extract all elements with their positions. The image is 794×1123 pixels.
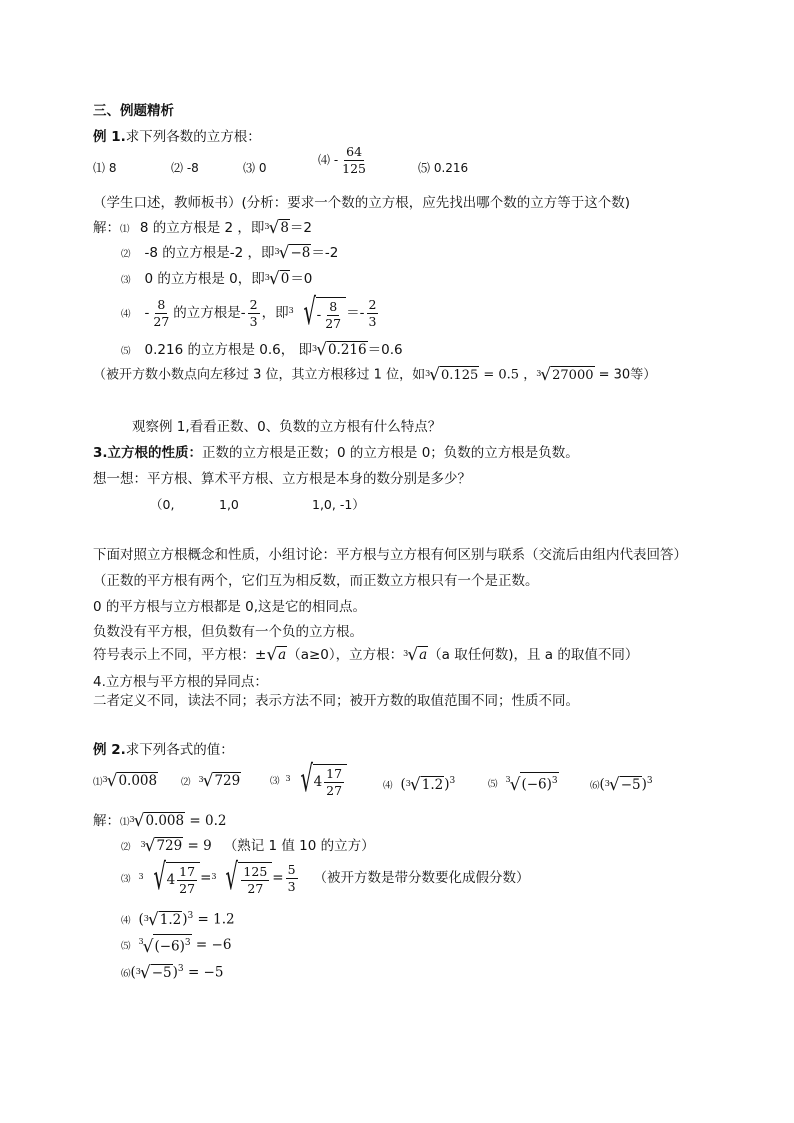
example1-text: 求下列各数的立方根： bbox=[125, 129, 261, 145]
item-number: ⑹ bbox=[121, 968, 131, 980]
solution-4-row bbox=[121, 292, 380, 333]
discussion-point-3: 负数没有平方根，但负数有一个负的立方根。 bbox=[93, 624, 363, 640]
cube-root: 3 √ 729 bbox=[140, 836, 183, 856]
whole-part: 4 bbox=[166, 872, 176, 888]
note-text: = 30等） bbox=[594, 367, 657, 383]
properties-label: 3.立方根的性质： bbox=[93, 445, 203, 461]
result: = −5 bbox=[183, 964, 224, 981]
numerator: 17 bbox=[179, 864, 196, 879]
discussion-point-2: 0 的平方根与立方根都是 0,这是它的相同点。 bbox=[93, 599, 367, 615]
radicand bbox=[316, 297, 346, 331]
decimal-shift-note bbox=[93, 366, 656, 385]
solution-text: 0 的立方根是 0，即 bbox=[144, 271, 265, 287]
numerator: 5 bbox=[287, 861, 296, 877]
numerator: 64 bbox=[346, 144, 363, 159]
example1-label: 例 1. bbox=[93, 129, 126, 145]
think-answer-a: （0, bbox=[150, 497, 175, 512]
radicand: 1.2 bbox=[159, 911, 182, 928]
radicand: 0.008 bbox=[118, 773, 158, 789]
item-number: ⑵ bbox=[121, 249, 131, 260]
fraction bbox=[248, 298, 260, 329]
cube-root: 3 √ 729 bbox=[198, 771, 241, 791]
radicand: 0.216 bbox=[327, 342, 367, 358]
cube-root: 3 √ −5 bbox=[135, 962, 172, 983]
numerator: 2 bbox=[368, 296, 377, 312]
numerator: 125 bbox=[243, 864, 268, 879]
denominator: 3 bbox=[368, 313, 377, 329]
item-number: ⑶ bbox=[121, 275, 131, 286]
item-number: ⑴ bbox=[120, 817, 130, 828]
result: ＝- bbox=[346, 305, 365, 321]
result: ＝2 bbox=[289, 220, 312, 236]
solution-1-row bbox=[93, 219, 312, 239]
item-number: ⑴ bbox=[120, 224, 130, 235]
cube-root: 3 √ 27000 bbox=[536, 365, 594, 385]
item-number: ⑶ bbox=[270, 776, 280, 787]
compare-answer: 二者定义不同，读法不同；表示方法不同；被开方数的取值范围不同；性质不同。 bbox=[93, 693, 579, 709]
radicand-base: (−6) bbox=[154, 938, 185, 955]
note-text: 符号表示上不同，平方根：± bbox=[93, 647, 267, 663]
cube-root: 3 √ 0.008 bbox=[102, 771, 158, 791]
example2-label: 例 2. bbox=[93, 742, 126, 758]
cube-root: 3 √ $(-6)^3$ bbox=[139, 934, 192, 956]
fraction bbox=[324, 767, 344, 798]
result: ＝-2 bbox=[311, 245, 339, 261]
denominator: 3 bbox=[287, 878, 296, 894]
solution-text: 的立方根是- bbox=[173, 305, 246, 321]
radicand: 27000 bbox=[552, 368, 594, 383]
solution-text: 8 的立方根是 2 ，即 bbox=[139, 220, 265, 236]
ex2-a1 bbox=[93, 812, 226, 832]
cube-root: 3 √ - $\frac{8}{27}$ bbox=[289, 295, 347, 331]
exponent: 3 bbox=[646, 776, 653, 786]
cube-root: 3 √ 0.008 bbox=[129, 811, 185, 831]
numerator: 17 bbox=[326, 766, 343, 781]
ex2-q5 bbox=[488, 772, 559, 794]
numerator: 8 bbox=[157, 296, 166, 312]
analysis-note: （学生口述，教师板书）(分析：要求一个数的立方根，应先找出哪个数的立方等于这个数) bbox=[93, 195, 631, 211]
note-text: = 0.5 ， bbox=[479, 367, 537, 383]
section-heading: 三、例题精析 bbox=[93, 103, 174, 119]
numerator: 8 bbox=[329, 299, 338, 314]
denominator: 27 bbox=[326, 783, 343, 798]
radicand-base: (−6) bbox=[521, 776, 552, 793]
item-number: ⑷ bbox=[121, 309, 131, 320]
fraction bbox=[323, 300, 343, 331]
solution-text: 0.216 的立方根是 0.6， 即 bbox=[144, 342, 313, 358]
cube-root: 3 √ a bbox=[403, 645, 428, 665]
ex2-a3: ⑶ 3 √ 4 $\frac{17}{27}$ = 3 √ $\frac{125}{27}$ = $\frac{5}{3}$ （被开方数是带分数要化成假分数） bbox=[121, 857, 530, 898]
exponent: 3 bbox=[184, 938, 191, 948]
whole-part: 4 bbox=[313, 774, 323, 790]
discussion-prompt: 下面对照立方根概念和性质，小组讨论：平方根与立方根有何区别与联系（交流后由组内代表回答） bbox=[93, 547, 687, 563]
think-answer-b: 1,0 bbox=[219, 497, 239, 512]
minus-sign: - bbox=[316, 307, 322, 323]
item-number: ⑷ bbox=[121, 915, 131, 927]
radicand: 729 bbox=[214, 773, 241, 789]
item-number: ⑶ bbox=[121, 874, 131, 885]
item-number: ⑸ bbox=[488, 778, 498, 790]
think-question: 想一想：平方根、算术平方根、立方根是本身的数分别是多少？ bbox=[93, 471, 471, 487]
exponent: 3 bbox=[449, 776, 456, 786]
ex1-item-3: ⑶ 0 bbox=[243, 161, 267, 175]
cube-root: 3 √ 1.2 bbox=[405, 774, 444, 795]
result: = −6 bbox=[191, 936, 232, 953]
example1-title bbox=[93, 128, 261, 146]
item-number: ⑴ bbox=[93, 777, 103, 788]
solution-label: 解： bbox=[93, 813, 120, 829]
radicand bbox=[238, 862, 272, 896]
exponent: 3 bbox=[551, 776, 558, 786]
radicand: 0 bbox=[280, 271, 290, 287]
radicand: a bbox=[419, 647, 428, 663]
exponent: 3 bbox=[187, 911, 194, 921]
discussion-point-1: （正数的平方根有两个，它们互为相反数，而正数立方根只有一个是正数。 bbox=[93, 573, 539, 589]
item-number: ⑸ bbox=[121, 940, 131, 952]
radicand bbox=[520, 772, 558, 794]
radicand: −8 bbox=[290, 245, 311, 261]
radicand: a bbox=[278, 647, 287, 663]
cube-root: 3 √ 4 $\frac{17}{27}$ bbox=[286, 762, 348, 798]
cube-root-properties bbox=[93, 444, 579, 462]
radicand: −5 bbox=[151, 964, 172, 981]
ex2-q4: ⑷ ( 3 √ 1.2 )$^3$ bbox=[383, 774, 456, 795]
ex2-q1 bbox=[93, 772, 158, 792]
denominator: 27 bbox=[153, 313, 170, 329]
result: = 0.2 bbox=[185, 813, 227, 829]
item-number: ⑷ bbox=[383, 780, 393, 792]
cube-root: 3 √ $\frac{125}{27}$ bbox=[211, 860, 272, 896]
radicand: 8 bbox=[280, 220, 289, 236]
radicand bbox=[153, 934, 191, 956]
radicand: 0.125 bbox=[441, 368, 479, 383]
mixed-number-note: （被开方数是带分数要化成假分数） bbox=[313, 870, 530, 886]
example2-text: 求下列各式的值： bbox=[125, 742, 234, 758]
cube-root: 3 √ 1.2 bbox=[143, 909, 182, 930]
note-text: （a≥0），立方根： bbox=[287, 647, 404, 663]
cube-root: 3 √ 8 bbox=[264, 218, 289, 238]
think-answer-c: 1,0, -1） bbox=[312, 497, 365, 512]
fraction bbox=[241, 865, 269, 896]
ex1-item-4 bbox=[318, 145, 370, 176]
result: ＝0.6 bbox=[367, 342, 403, 358]
radicand: 0.008 bbox=[145, 813, 185, 829]
radicand bbox=[313, 764, 348, 798]
radicand: −5 bbox=[620, 776, 641, 793]
cube-root: 3 √ −5 bbox=[604, 774, 641, 795]
ex2-q2 bbox=[181, 772, 241, 792]
item-number: ⑹ bbox=[590, 780, 600, 792]
fraction bbox=[177, 865, 197, 896]
solution-text: ，即 bbox=[261, 305, 289, 321]
result: = 9 bbox=[183, 838, 212, 854]
ex2-a6: ⑹( 3 √ −5 )$^3$ = −5 bbox=[121, 962, 224, 983]
radicand: 1.2 bbox=[421, 776, 444, 793]
cube-root: 3 √ −8 bbox=[274, 243, 311, 263]
item-number: ⑵ bbox=[181, 777, 191, 788]
ex2-a4: ⑷ ( 3 √ 1.2 )$^3$ = 1.2 bbox=[121, 909, 235, 930]
ex2-q3 bbox=[270, 759, 347, 800]
cube-root: 3 √ 4 $\frac{17}{27}$ bbox=[139, 860, 201, 896]
denominator: 27 bbox=[325, 316, 342, 331]
solution-label: 解： bbox=[93, 220, 120, 236]
radicand bbox=[166, 862, 201, 896]
cube-root: 3 √ 0 bbox=[264, 269, 290, 289]
denominator: 27 bbox=[247, 881, 264, 896]
denominator: 125 bbox=[342, 161, 367, 176]
solution-5-row bbox=[121, 341, 403, 361]
ex1-item-1 bbox=[93, 159, 116, 179]
numerator: 2 bbox=[249, 296, 258, 312]
ex1-item-1-text: ⑴ 8 bbox=[93, 161, 117, 175]
radicand: 729 bbox=[156, 838, 183, 854]
denominator: 3 bbox=[249, 313, 258, 329]
memory-note: （熟记 1 值 10 的立方） bbox=[223, 838, 375, 854]
fraction bbox=[151, 298, 171, 329]
cube-root: 3 √ $(-6)^3$ bbox=[506, 772, 559, 794]
ex2-a5 bbox=[121, 934, 231, 956]
ex1-item-5: ⑸ 0.216 bbox=[418, 161, 469, 175]
square-root: √ a bbox=[266, 645, 287, 665]
result: = 1.2 bbox=[193, 911, 235, 928]
observation-question: 观察例 1,看看正数、0、负数的立方根有什么特点？ bbox=[132, 419, 442, 435]
exponent: 3 bbox=[177, 964, 184, 974]
discussion-point-4 bbox=[93, 646, 638, 664]
minus-sign: - bbox=[144, 305, 150, 321]
note-text: （被开方数小数点向左移过 3 位，其立方根移过 1 位，如 bbox=[93, 367, 426, 383]
note-text: （a 取任何数)，且 a 的取值不同） bbox=[428, 647, 639, 663]
example2-title bbox=[93, 741, 234, 759]
solution-2-row bbox=[121, 244, 338, 264]
item-number: ⑵ bbox=[121, 842, 131, 853]
properties-text: 正数的立方根是正数；0 的立方根是 0；负数的立方根是负数。 bbox=[202, 445, 579, 461]
solution-3-row bbox=[121, 270, 312, 290]
result: ＝0 bbox=[290, 271, 313, 287]
ex2-a2 bbox=[121, 837, 375, 857]
item-number: ⑸ bbox=[121, 346, 131, 357]
ex1-item-4-prefix: ⑷ - bbox=[318, 153, 339, 167]
fraction bbox=[340, 145, 368, 176]
cube-root: 3 √ 0.125 bbox=[425, 365, 479, 385]
fraction bbox=[286, 863, 298, 894]
denominator: 27 bbox=[179, 881, 196, 896]
ex1-item-2: ⑵ -8 bbox=[171, 161, 199, 175]
ex2-q6: ⑹( 3 √ −5 )$^3$ bbox=[590, 774, 653, 795]
solution-text: -8 的立方根是-2 ，即 bbox=[144, 245, 275, 261]
cube-root: 3 √ 0.216 bbox=[312, 340, 367, 360]
compare-heading: 4.立方根与平方根的异同点： bbox=[93, 674, 268, 690]
fraction bbox=[367, 298, 379, 329]
